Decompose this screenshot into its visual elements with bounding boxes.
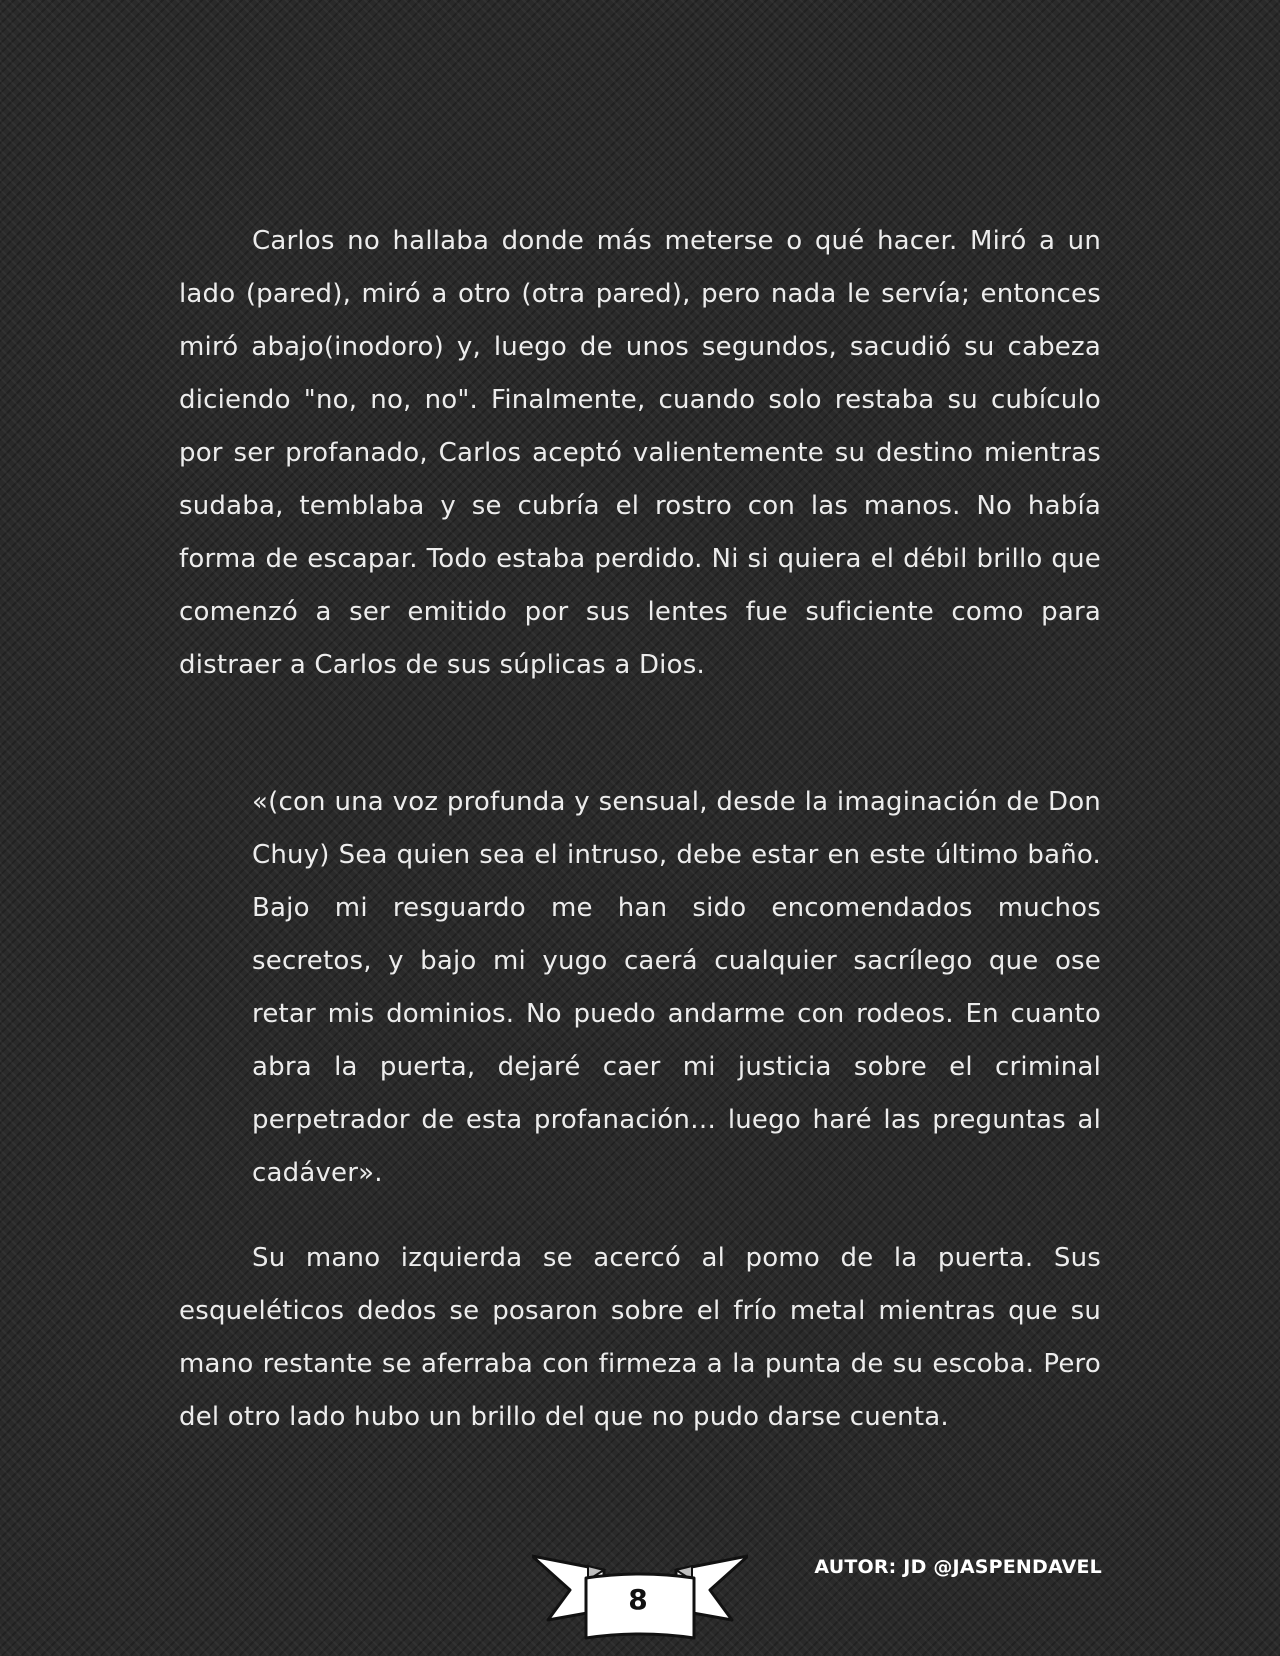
author-credit: AUTOR: JD @JASPENDAVEL (814, 1556, 1102, 1578)
page-number: 8 (628, 1583, 648, 1616)
paragraph-quote: «(con una voz profunda y sensual, desde la imaginación de Don Chuy) Sea quien sea el intruso, debe estar en este último baño. Bajo mi resguardo me han sido encomendados muchos secretos, y bajo mi yugo caerá cualquier sacrílego que ose retar mis dominios. No puedo andarme con rodeos. En cuanto abra la puerta, dejaré caer mi justicia sobre el criminal perpetrador de esta profanación… luego haré las preguntas al cadáver». (252, 787, 1101, 1188)
paragraph-narration-2: Su mano izquierda se acercó al pomo de la puerta. Sus esqueléticos dedos se posaron sobre el frío metal mientras que su mano restante se aferraba con firmeza a la punta de su escoba. Pero del otro lado hubo un brillo del que no pudo darse cuenta. (179, 1243, 1101, 1432)
paragraph-narration-1: Carlos no hallaba donde más meterse o qué hacer. Miró a un lado (pared), miró a otro (otra pared), pero nada le servía; entonces miró abajo(inodoro) y, luego de unos segundos, sacudió su cabeza diciendo "no, no, no". Finalmente, cuando solo restaba su cubículo por ser profanado, Carlos aceptó valientemente su destino mientras sudaba, temblaba y se cubría el rostro con las manos. No había forma de escapar. Todo estaba perdido. Ni si quiera el débil brillo que comenzó a ser emitido por sus lentes fue suficiente como para distraer a Carlos de sus súplicas a Dios. (179, 226, 1101, 680)
